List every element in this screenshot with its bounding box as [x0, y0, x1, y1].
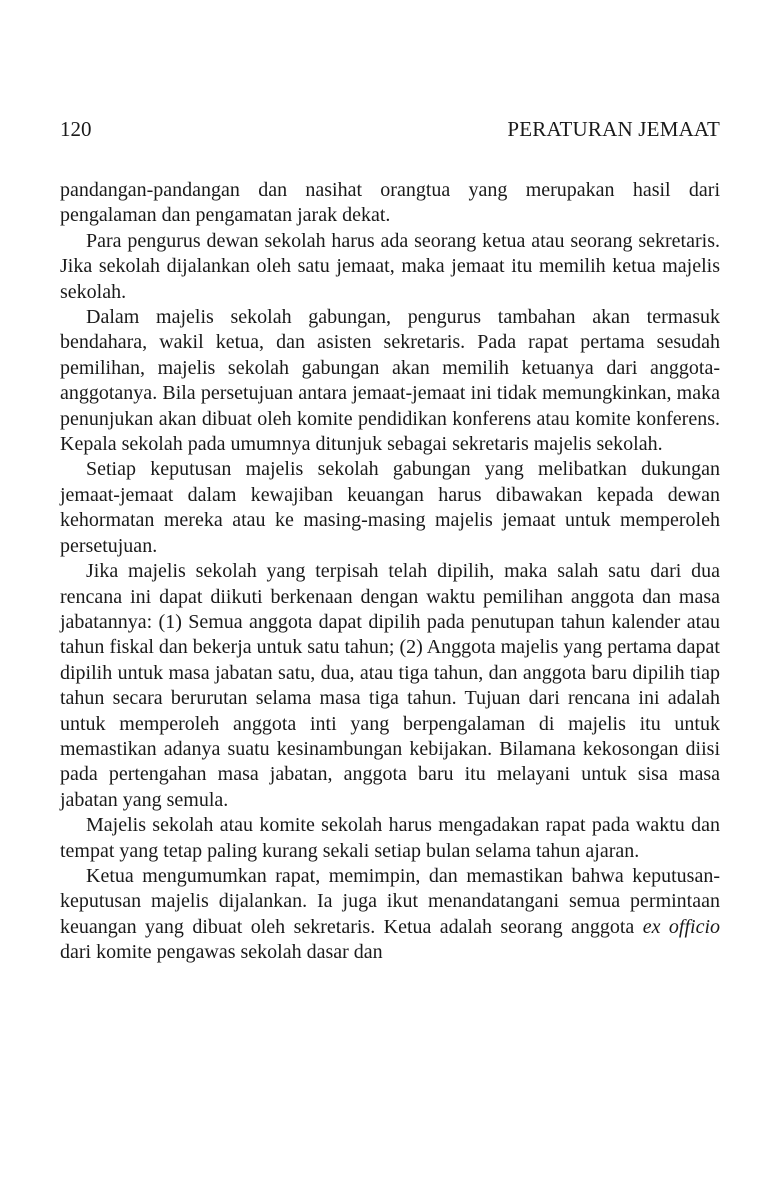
running-head [60, 114, 720, 144]
running-title: PERATURAN JEMAAT [507, 117, 720, 141]
paragraph-7-text: Ketua mengumumkan rapat, memimpin, dan memastikan bahwa keputusan-keputusan majelis dijalankan. Ia juga ikut menandatangani semua permintaan keuangan yang dibuat oleh sekretaris. Ketua adalah seorang anggota [60, 864, 720, 938]
paragraph-1: pandangan-pandangan dan nasihat orangtua yang merupakan hasil dari pengalaman dan pengamatan jarak dekat. [60, 179, 720, 227]
paragraph-4: Setiap keputusan majelis sekolah gabungan yang melibatkan dukungan jemaat-jemaat dalam kewajiban keuangan harus dibawakan kepada dewan kehormatan mereka atau ke masing-masing majelis jemaat untuk memperoleh persetujuan. [60, 458, 720, 557]
body-text [60, 178, 720, 966]
paragraph-5: Jika majelis sekolah yang terpisah telah dipilih, maka salah satu dari dua rencana ini dapat diikuti berkenaan dengan waktu pemilihan anggota dan masa jabatannya: (1) Semua anggota dapat dipilih pada penutupan tahun kalender atau tahun fiskal dan bekerja untuk satu tahun; (2) Anggota majelis yang pertama dapat dipilih untuk masa jabatan satu, dua, atau tiga tahun, dan anggota baru dipilih tiap tahun secara berurutan selama masa tiga tahun. Tujuan dari rencana ini adalah untuk memperoleh anggota inti yang berpengalaman di majelis itu untuk memastikan adanya suatu kesinambungan kebijakan. Bilamana kekosongan diisi pada pertengahan masa jabatan, anggota baru itu melayani untuk sisa masa jabatan yang semula. [60, 560, 720, 811]
italic-term: ex officio [642, 915, 721, 938]
page-number: 120 [60, 117, 92, 141]
paragraph-7-continuation: dari komite pengawas sekolah dasar dan [60, 941, 383, 964]
paragraph-2: Para pengurus dewan sekolah harus ada seorang ketua atau seorang sekretaris. Jika sekolah dijalankan oleh satu jemaat, maka jemaat itu memilih ketua majelis sekolah. [60, 229, 720, 303]
paragraph-6: Majelis sekolah atau komite sekolah harus mengadakan rapat pada waktu dan tempat yang tetap paling kurang sekali setiap bulan selama tahun ajaran. [60, 814, 720, 862]
book-page [60, 0, 720, 1200]
paragraph-7 [60, 864, 720, 966]
paragraph-3: Dalam majelis sekolah gabungan, pengurus tambahan akan termasuk bendahara, wakil ketua, dan asisten sekretaris. Pada rapat pertama sesudah pemilihan, majelis sekolah gabungan akan memilih ketuanya dari anggota-anggotanya. Bila persetujuan antara jemaat-jemaat ini tidak memungkinkan, maka penunjukan akan dibuat oleh komite pendidikan konferens atau komite konferens. Kepala sekolah pada umumnya ditunjuk sebagai sekretaris majelis sekolah. [60, 306, 720, 456]
